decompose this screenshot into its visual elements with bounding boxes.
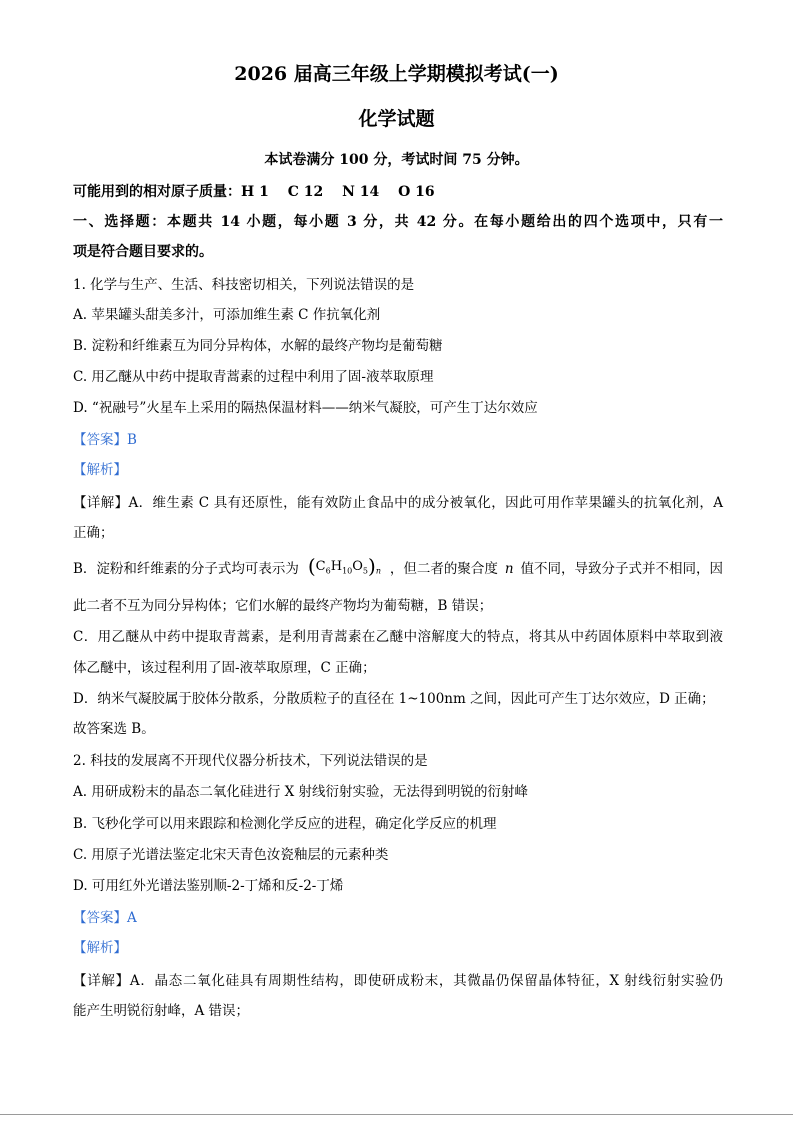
q1-detail-b-pre: B．淀粉和纤维素的分子式均可表示为	[73, 560, 299, 577]
page-bottom-rule	[0, 1114, 793, 1115]
q2-stem: 2. 科技的发展离不开现代仪器分析技术，下列说法错误的是	[73, 753, 428, 769]
q1-detail-a-line1: 【详解】A．维生素 C 具有还原性，能有效防止食品中的成分被氧化，因此可用作苹果罐头的抗氧化剂，A	[73, 495, 723, 511]
q1-option-b: B. 淀粉和纤维素互为同分异构体，水解的最终产物均是葡萄糖	[73, 338, 443, 354]
q1-detail-c-line2: 体乙醚中，该过程利用了固-液萃取原理，C 正确；	[73, 660, 376, 676]
exam-title: 2026 届高三年级上学期模拟考试(一)	[234, 63, 559, 85]
q1-detail-b-mid: ，但二者的聚合度	[389, 560, 498, 577]
q2-option-c: C. 用原子光谱法鉴定北宋天青色汝瓷釉层的元素种类	[73, 847, 389, 863]
q1-analysis-label: 【解析】	[73, 462, 127, 478]
q2-detail-a-line2: 能产生明锐衍射峰，A 错误；	[73, 1003, 250, 1019]
q2-answer: 【答案】A	[73, 910, 137, 926]
q1-option-a: A. 苹果罐头甜美多汁，可添加维生素 C 作抗氧化剂	[73, 307, 381, 323]
atomic-masses: 可能用到的相对原子质量：H 1 C 12 N 14 O 16	[73, 184, 435, 200]
section-heading-line1: 一、选择题：本题共 14 小题，每小题 3 分，共 42 分。在每小题给出的四个选项中，只有一	[73, 214, 723, 230]
q1-detail-b-line1	[73, 554, 723, 581]
q2-option-a: A. 用研成粉末的晶态二氧化硅进行 X 射线衍射实验，无法得到明锐的衍射峰	[73, 784, 529, 800]
exam-info: 本试卷满分 100 分，考试时间 75 分钟。	[264, 152, 529, 168]
q1-detail-a-line2: 正确；	[73, 525, 114, 541]
q2-analysis-label: 【解析】	[73, 940, 127, 956]
subject-title: 化学试题	[358, 108, 435, 130]
q1-option-d: D. “祝融号”火星车上采用的隔热保温材料——纳米气凝胶，可产生丁达尔效应	[73, 400, 538, 416]
q1-detail-d: D．纳米气凝胶属于胶体分散系，分散质粒子的直径在 1~100nm 之间，因此可产生丁达尔效应，D 正确；	[73, 691, 715, 707]
q2-detail-a-line1: 【详解】A．晶态二氧化硅具有周期性结构，即使研成粉末，其微晶仍保留晶体特征，X 射线衍射实验仍	[73, 973, 723, 989]
q1-answer: 【答案】B	[73, 432, 137, 448]
q1-detail-b-post: 值不同，导致分子式并不相同，因	[520, 560, 723, 577]
section-heading-line2: 项是符合题目要求的。	[73, 244, 213, 260]
q1-detail-c-line1: C．用乙醚从中药中提取青蒿素，是利用青蒿素在乙醚中溶解度大的特点，将其从中药固体原料中萃取到液	[73, 629, 723, 645]
q1-detail-b-line2: 此二者不互为同分异构体；它们水解的最终产物均为葡萄糖，B 错误；	[73, 598, 493, 614]
q1-stem: 1. 化学与生产、生活、科技密切相关，下列说法错误的是	[73, 277, 415, 293]
q2-option-b: B. 飞秒化学可以用来跟踪和检测化学反应的进程，确定化学反应的机理	[73, 816, 497, 832]
q1-option-c: C. 用乙醚从中药中提取青蒿素的过程中利用了固-液萃取原理	[73, 369, 434, 385]
q2-option-d: D. 可用红外光谱法鉴别顺-2-丁烯和反-2-丁烯	[73, 878, 344, 894]
polymerization-degree-symbol: n	[504, 560, 514, 577]
q1-conclusion: 故答案选 B。	[73, 721, 155, 737]
polysaccharide-formula: $(C_6H_{10}O_5)_n$	[307, 554, 381, 578]
